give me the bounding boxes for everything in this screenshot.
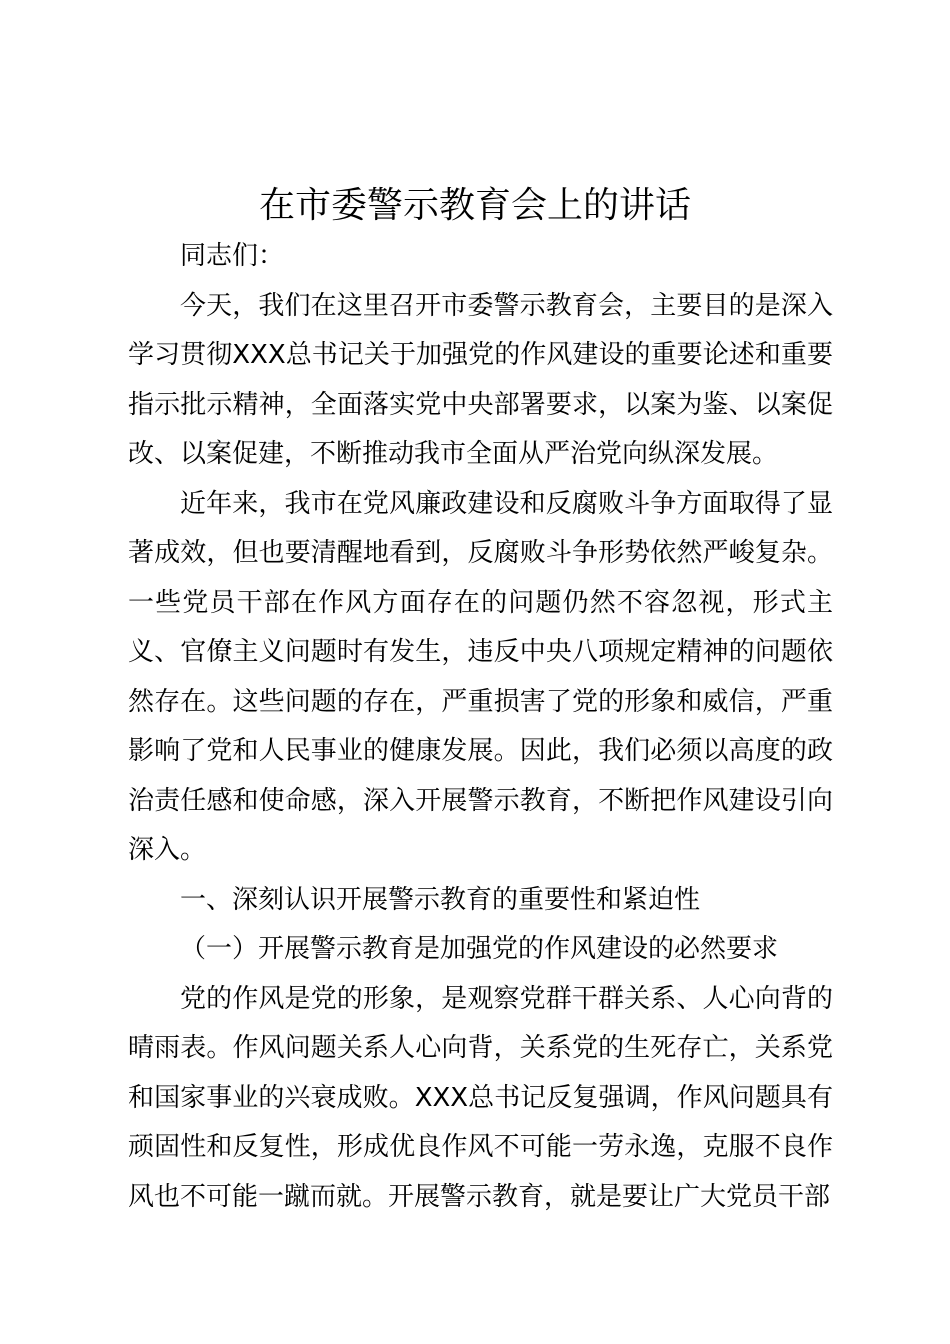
salutation: 同志们： <box>180 241 285 271</box>
subsection-heading-1: （一）开展警示教育是加强党的作风建设的必然要求 <box>180 934 779 964</box>
document-title: 在市委警示教育会上的讲话 <box>258 185 691 226</box>
paragraph-3: 党的作风是党的形象，是观察党群干群关系、人心向背的晴雨表。作风问题关系人心向背，关系党的生死存亡，关系党和国家事业的兴衰成败。XXX总书记反复强调，作风问题具有顽固性和反复性，形成优良作风不可能一劳永逸，克服不良作风也不可能一蹴而就。开展警示教育，就是要让广大党员干部 <box>128 983 833 1212</box>
paragraph-1: 今天，我们在这里召开市委警示教育会，主要目的是深入学习贯彻XXX总书记关于加强党的作风建设的重要论述和重要指示批示精神，全面落实党中央部署要求，以案为鉴、以案促改、以案促建，不断推动我市全面从严治党向纵深发展。 <box>128 290 833 469</box>
paragraph-2: 近年来，我市在党风廉政建设和反腐败斗争方面取得了显著成效，但也要清醒地看到，反腐败斗争形势依然严峻复杂。一些党员干部在作风方面存在的问题仍然不容忽视，形式主义、官僚主义问题时有发生，违反中央八项规定精神的问题依然存在。这些问题的存在，严重损害了党的形象和威信，严重影响了党和人民事业的健康发展。因此，我们必须以高度的政治责任感和使命感，深入开展警示教育，不断把作风建设引向深入。 <box>128 488 833 865</box>
document-body <box>128 232 833 1222</box>
section-heading-1: 一、深刻认识开展警示教育的重要性和紧迫性 <box>180 884 701 915</box>
